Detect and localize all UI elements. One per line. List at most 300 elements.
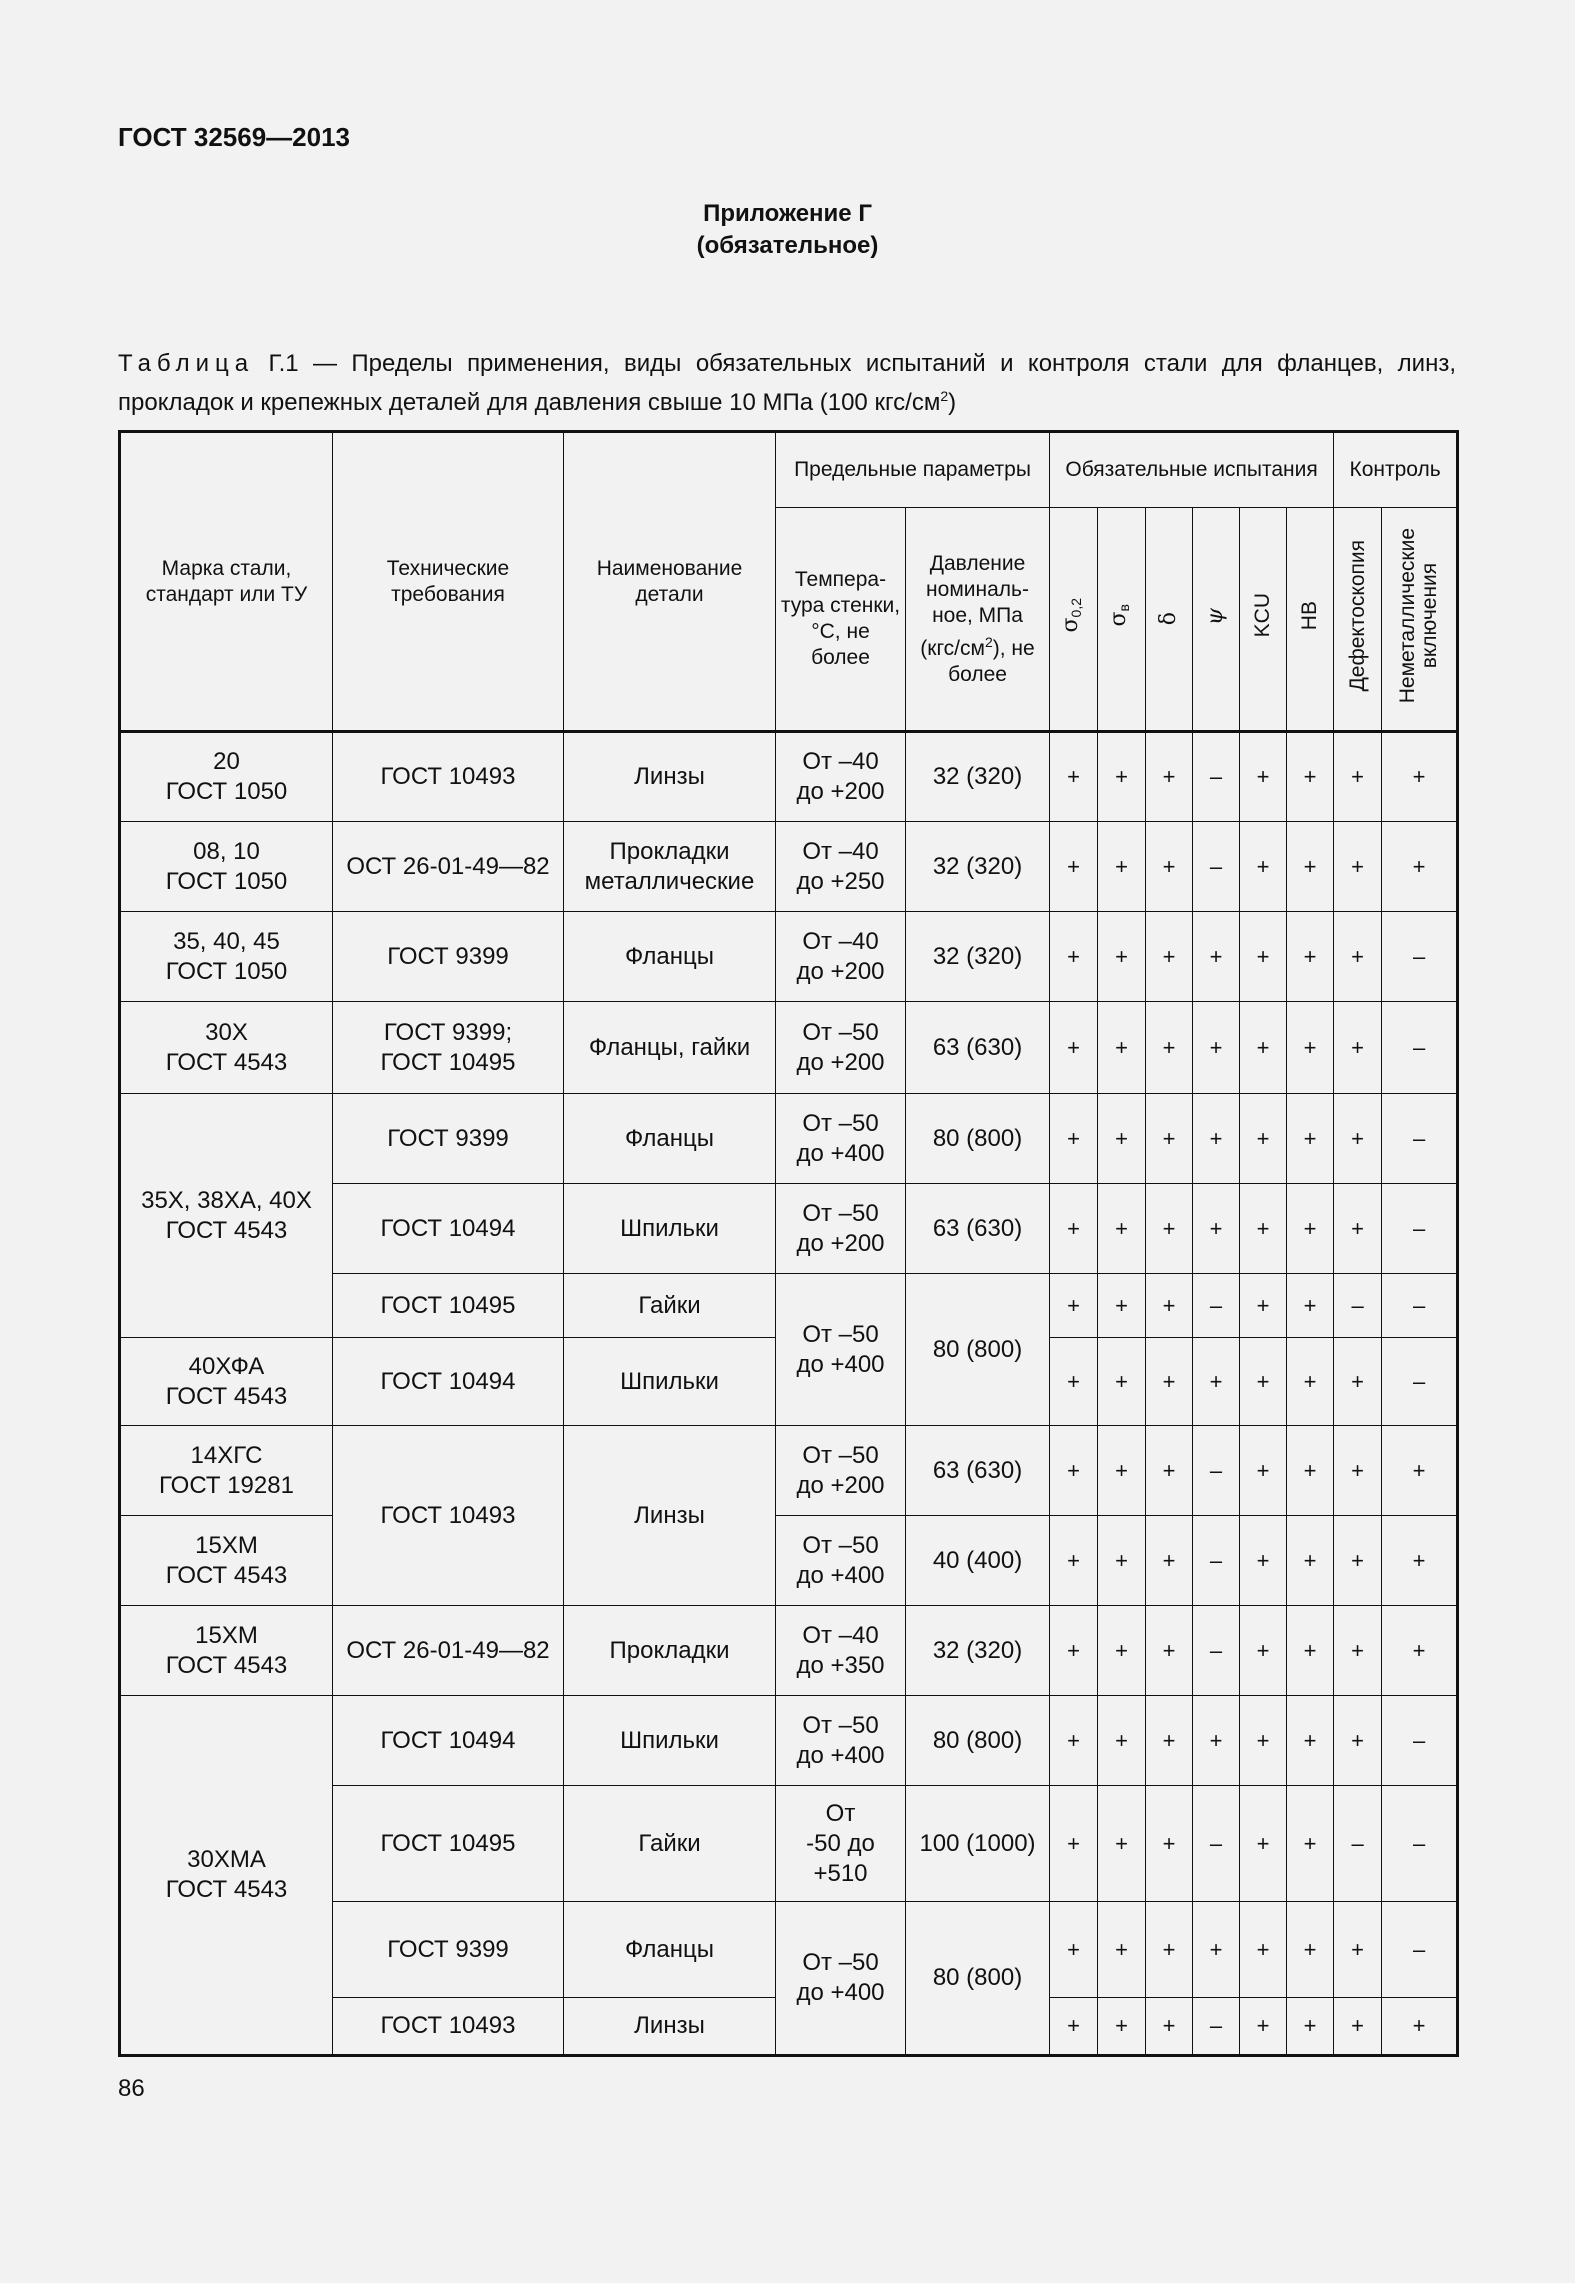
steel-grade-cell-line: ГОСТ 1050: [165, 778, 288, 805]
table-row: [120, 1094, 1458, 1184]
part-name-cell-line: Гайки: [638, 1291, 701, 1319]
steel-grade-cell-line: 40ХФА: [188, 1352, 265, 1380]
temperature-cell-line: до +250: [796, 867, 885, 895]
tech-req-cell: [333, 732, 564, 822]
inclusions-label-2: включения: [1418, 562, 1442, 669]
test-mark-cell: +: [1287, 1786, 1334, 1902]
tech-req-cell: [333, 1998, 564, 2056]
temperature-cell-line: до +200: [796, 1471, 885, 1499]
steel-grade-cell-line: ГОСТ 1050: [165, 957, 288, 985]
tech-req-cell-line: ГОСТ 9399: [387, 1124, 509, 1152]
tech-req-cell: [333, 1426, 564, 1606]
test-mark-cell: +: [1146, 1426, 1193, 1516]
test-mark-cell: +: [1240, 912, 1287, 1002]
temperature-cell-line: От –40: [802, 927, 879, 955]
control-mark-cell: +: [1334, 1094, 1382, 1184]
part-name-cell-line: Линзы: [634, 1501, 705, 1529]
temperature-cell-line: От –50: [802, 1199, 879, 1227]
steel-grade-cell-line: ГОСТ 4543: [165, 1561, 288, 1589]
test-mark-cell: +: [1050, 1902, 1098, 1998]
steel-grade-cell: [120, 1094, 333, 1338]
pressure-cell: 40 (400): [906, 1516, 1050, 1606]
tech-req-cell-line: ГОСТ 9399;: [383, 1018, 513, 1046]
test-mark-cell: +: [1287, 1606, 1334, 1696]
test-mark-cell: +: [1098, 1426, 1146, 1516]
header-control: Контроль: [1334, 432, 1458, 508]
part-name-cell: [564, 822, 776, 912]
test-mark-cell: +: [1193, 1002, 1240, 1094]
tech-req-cell-line: ГОСТ 9399: [387, 942, 509, 970]
temperature-cell-line: до +400: [796, 1979, 885, 2006]
test-mark-cell: –: [1193, 1274, 1240, 1338]
test-mark-cell: +: [1240, 1998, 1287, 2056]
steel-grade-cell-line: ГОСТ 1050: [165, 867, 288, 895]
table-row: [120, 822, 1458, 912]
part-name-cell-line: Фланцы, гайки: [588, 1033, 751, 1061]
temperature-cell-line: От –50: [802, 1018, 879, 1046]
test-mark-cell: +: [1193, 1696, 1240, 1786]
test-mark-cell: +: [1146, 1338, 1193, 1426]
test-mark-cell: +: [1098, 1606, 1146, 1696]
steel-grade-cell-line: 35, 40, 45: [173, 927, 280, 955]
tech-req-cell-line: ГОСТ 10495: [380, 1291, 516, 1319]
table-row: [120, 1002, 1458, 1094]
pressure-cell: 32 (320): [906, 822, 1050, 912]
sigma02-sub: 0,2: [1068, 598, 1085, 618]
test-mark-cell: –: [1193, 1786, 1240, 1902]
test-mark-cell: +: [1287, 1516, 1334, 1606]
steel-grade-cell-line: 30ХМА: [187, 1846, 266, 1873]
table-row: [120, 1516, 1458, 1606]
temperature-cell: [776, 1002, 906, 1094]
test-mark-cell: +: [1050, 1696, 1098, 1786]
test-mark-cell: +: [1193, 1338, 1240, 1426]
tech-req-cell-line: ГОСТ 10493: [380, 2012, 516, 2039]
pressure-cell: 80 (800): [906, 1902, 1050, 2056]
tech-req-cell-line: ГОСТ 10495: [380, 1048, 516, 1076]
control-mark-cell: +: [1334, 1516, 1382, 1606]
tech-req-cell-line: ГОСТ 10494: [380, 1726, 516, 1754]
test-mark-cell: +: [1146, 1274, 1193, 1338]
temperature-cell-line: +510: [813, 1859, 868, 1887]
tech-req-cell-line: ГОСТ 10493: [380, 763, 516, 790]
temperature-cell: [776, 1902, 906, 2056]
part-name-cell: [564, 1696, 776, 1786]
temperature-cell: [776, 1606, 906, 1696]
header-pressure: [906, 508, 1050, 732]
steel-grade-cell: [120, 732, 333, 822]
temperature-cell: [776, 1274, 906, 1426]
control-mark-cell: +: [1382, 822, 1458, 912]
steel-grade-cell: [120, 1338, 333, 1426]
test-mark-cell: +: [1098, 732, 1146, 822]
header-test-hb: [1287, 508, 1334, 732]
header-test-sigmav: [1098, 508, 1146, 732]
test-mark-cell: +: [1287, 1002, 1334, 1094]
test-mark-cell: +: [1146, 1902, 1193, 1998]
pressure-cell: 63 (630): [906, 1184, 1050, 1274]
tech-req-cell: [333, 1184, 564, 1274]
temperature-cell-line: до +350: [796, 1651, 885, 1679]
test-mark-cell: +: [1098, 1696, 1146, 1786]
pressure-cell: 80 (800): [906, 1696, 1050, 1786]
table-caption: [118, 348, 1456, 419]
temperature-cell-line: От –50: [802, 1441, 879, 1469]
header-test-psi: [1193, 508, 1240, 732]
table-row: [120, 1696, 1458, 1786]
temperature-cell: [776, 1094, 906, 1184]
temperature-cell-line: От –50: [802, 1320, 879, 1348]
test-mark-cell: +: [1050, 1338, 1098, 1426]
inclusions-label: [1397, 528, 1441, 703]
temperature-cell-line: до +200: [796, 957, 885, 985]
test-mark-cell: +: [1050, 1516, 1098, 1606]
part-name-cell: [564, 1606, 776, 1696]
control-mark-cell: –: [1382, 1696, 1458, 1786]
table-row: [120, 1426, 1458, 1516]
test-mark-cell: +: [1240, 732, 1287, 822]
test-mark-cell: +: [1240, 1184, 1287, 1274]
test-mark-cell: +: [1240, 1338, 1287, 1426]
test-mark-cell: +: [1050, 822, 1098, 912]
temperature-cell-line: -50 до: [806, 1829, 875, 1857]
control-mark-cell: –: [1382, 1094, 1458, 1184]
tech-req-cell: [333, 912, 564, 1002]
control-mark-cell: –: [1382, 1902, 1458, 1998]
part-name-cell-line: Фланцы: [624, 1124, 715, 1152]
header-temp: Темпера-тура стенки, °С, не более: [776, 508, 906, 732]
test-mark-cell: +: [1098, 1184, 1146, 1274]
test-mark-cell: +: [1287, 1274, 1334, 1338]
header-test-kcu: [1240, 508, 1287, 732]
test-mark-cell: +: [1287, 1696, 1334, 1786]
steel-grade-cell-line: ГОСТ 19281: [159, 1471, 294, 1499]
part-name-cell: [564, 1426, 776, 1606]
tech-req-cell: [333, 1338, 564, 1426]
header-tech: Технические требования: [333, 432, 564, 732]
pressure-cell: 32 (320): [906, 1606, 1050, 1696]
test-mark-cell: +: [1193, 1184, 1240, 1274]
test-mark-cell: +: [1287, 822, 1334, 912]
control-mark-cell: –: [1382, 1274, 1458, 1338]
test-mark-cell: +: [1050, 1184, 1098, 1274]
header-limits: Предельные параметры: [776, 432, 1050, 508]
test-mark-cell: +: [1240, 1902, 1287, 1998]
temperature-cell-line: От –40: [802, 837, 879, 865]
control-mark-cell: +: [1382, 1426, 1458, 1516]
control-mark-cell: –: [1382, 1786, 1458, 1902]
tech-req-cell-line: ГОСТ 9399: [387, 1935, 509, 1963]
control-mark-cell: +: [1334, 912, 1382, 1002]
header-pressure-a: Давление номиналь-ное, МПа (кгс/см: [920, 551, 1029, 660]
temperature-cell-line: до +400: [796, 1139, 885, 1167]
control-mark-cell: +: [1382, 1516, 1458, 1606]
temperature-cell: [776, 1184, 906, 1274]
test-mark-cell: +: [1287, 1338, 1334, 1426]
test-mark-cell: –: [1193, 1426, 1240, 1516]
temperature-cell-line: От –50: [802, 1531, 879, 1559]
pressure-cell: 32 (320): [906, 912, 1050, 1002]
test-mark-cell: +: [1050, 1606, 1098, 1696]
test-mark-cell: +: [1098, 1002, 1146, 1094]
control-mark-cell: –: [1382, 1184, 1458, 1274]
steel-grade-cell: [120, 1606, 333, 1696]
kcu-label: KCU: [1251, 593, 1275, 638]
table-row: [120, 1606, 1458, 1696]
part-name-cell-line: Прокладки: [609, 1636, 730, 1664]
part-name-cell: [564, 1184, 776, 1274]
tech-req-cell-line: ГОСТ 10495: [380, 1829, 516, 1857]
part-name-cell: [564, 1786, 776, 1902]
document-code: ГОСТ 32569—2013: [118, 122, 350, 152]
test-mark-cell: +: [1287, 1998, 1334, 2056]
test-mark-cell: +: [1193, 912, 1240, 1002]
tech-req-cell-line: ОСТ 26-01-49—82: [346, 852, 550, 880]
header-control-flaw: [1334, 508, 1382, 732]
test-mark-cell: –: [1193, 1998, 1240, 2056]
caption-text: Г.1 — Пределы применения, виды обязательных испытаний и контроля стали для фланцев, линз, прокладок и крепежных деталей для давления свыше 10 МПа (100 кгс/см: [118, 350, 1456, 416]
tech-req-cell: [333, 1606, 564, 1696]
part-name-cell-line: Линзы: [634, 2012, 705, 2039]
test-mark-cell: +: [1050, 1274, 1098, 1338]
test-mark-cell: +: [1050, 732, 1098, 822]
test-mark-cell: +: [1098, 1274, 1146, 1338]
tech-req-cell-line: ГОСТ 10494: [380, 1367, 516, 1395]
test-mark-cell: +: [1146, 912, 1193, 1002]
control-mark-cell: +: [1382, 1606, 1458, 1696]
test-mark-cell: –: [1193, 1606, 1240, 1696]
control-mark-cell: +: [1334, 1184, 1382, 1274]
test-mark-cell: +: [1240, 1094, 1287, 1184]
steel-grade-cell: [120, 822, 333, 912]
control-mark-cell: +: [1382, 1998, 1458, 2056]
test-mark-cell: +: [1287, 732, 1334, 822]
control-mark-cell: +: [1334, 1902, 1382, 1998]
temperature-cell-line: до +400: [796, 1350, 885, 1378]
steel-grade-cell: [120, 1002, 333, 1094]
test-mark-cell: +: [1146, 1094, 1193, 1184]
steel-grade-cell-line: ГОСТ 4543: [165, 1876, 288, 1903]
pressure-cell: 100 (1000): [906, 1786, 1050, 1902]
temperature-cell-line: От –40: [802, 1621, 879, 1649]
steel-grade-cell-line: 35Х, 38ХА, 40Х: [141, 1186, 312, 1214]
test-mark-cell: +: [1287, 912, 1334, 1002]
part-name-cell: [564, 1338, 776, 1426]
control-mark-cell: –: [1382, 1002, 1458, 1094]
table-row: [120, 912, 1458, 1002]
test-mark-cell: +: [1098, 1516, 1146, 1606]
control-mark-cell: +: [1334, 1998, 1382, 2056]
steel-grade-cell: [120, 1696, 333, 2056]
temperature-cell-line: до +200: [796, 1229, 885, 1257]
test-mark-cell: +: [1098, 1094, 1146, 1184]
control-mark-cell: –: [1382, 912, 1458, 1002]
steel-grade-cell: [120, 1516, 333, 1606]
tech-req-cell: [333, 1696, 564, 1786]
pressure-cell: 80 (800): [906, 1274, 1050, 1426]
test-mark-cell: –: [1193, 822, 1240, 912]
steel-grade-cell-line: 08, 10: [193, 837, 260, 865]
test-mark-cell: +: [1146, 1998, 1193, 2056]
test-mark-cell: +: [1287, 1426, 1334, 1516]
tech-req-cell-line: ОСТ 26-01-49—82: [346, 1636, 550, 1664]
control-mark-cell: +: [1334, 822, 1382, 912]
test-mark-cell: +: [1098, 912, 1146, 1002]
test-mark-cell: –: [1193, 1516, 1240, 1606]
part-name-cell-line: Шпильки: [620, 1367, 719, 1395]
temperature-cell: [776, 1516, 906, 1606]
steel-grade-cell-line: 15ХМ: [195, 1621, 258, 1649]
caption-sup: 2: [940, 388, 949, 404]
sigma02-symbol: σ: [1057, 617, 1083, 633]
test-mark-cell: +: [1050, 1094, 1098, 1184]
pressure-cell: 32 (320): [906, 732, 1050, 822]
test-mark-cell: +: [1146, 1516, 1193, 1606]
part-name-cell: [564, 1094, 776, 1184]
sigmav-symbol: σ: [1105, 611, 1131, 627]
steel-grade-cell-line: ГОСТ 4543: [165, 1216, 288, 1244]
control-mark-cell: +: [1382, 732, 1458, 822]
tech-req-cell: [333, 1094, 564, 1184]
test-mark-cell: +: [1146, 1606, 1193, 1696]
steel-grade-cell: [120, 1426, 333, 1516]
test-mark-cell: +: [1146, 822, 1193, 912]
header-control-inclusions: [1382, 508, 1458, 732]
header-steel: Марка стали, стандарт или ТУ: [120, 432, 333, 732]
control-mark-cell: –: [1334, 1274, 1382, 1338]
part-name-cell-line: Линзы: [634, 763, 705, 790]
table-row: [120, 732, 1458, 822]
part-name-cell-line: Шпильки: [620, 1726, 719, 1754]
control-mark-cell: +: [1334, 732, 1382, 822]
part-name-cell-line: металлические: [584, 867, 755, 895]
test-mark-cell: +: [1240, 1426, 1287, 1516]
header-test-delta: [1146, 508, 1193, 732]
control-mark-cell: +: [1334, 1696, 1382, 1786]
test-mark-cell: +: [1287, 1094, 1334, 1184]
header-part: Наименование детали: [564, 432, 776, 732]
steel-grade-cell-line: 15ХМ: [195, 1531, 258, 1559]
steel-grade-cell-line: 20: [213, 748, 240, 775]
header-test-sigma02: [1050, 508, 1098, 732]
test-mark-cell: +: [1098, 1338, 1146, 1426]
test-mark-cell: +: [1240, 1002, 1287, 1094]
part-name-cell: [564, 732, 776, 822]
caption-end: ): [948, 389, 957, 416]
temperature-cell-line: до +400: [796, 1561, 885, 1589]
steel-grade-cell-line: ГОСТ 4543: [165, 1382, 288, 1410]
temperature-cell-line: От –50: [802, 1949, 879, 1976]
temperature-cell-line: От –50: [802, 1109, 879, 1137]
test-mark-cell: +: [1146, 1786, 1193, 1902]
test-mark-cell: +: [1146, 1184, 1193, 1274]
test-mark-cell: +: [1146, 1002, 1193, 1094]
appendix-heading: [0, 198, 1575, 262]
part-name-cell: [564, 1902, 776, 1998]
tech-req-cell-line: ГОСТ 10493: [380, 1501, 516, 1529]
steel-grade-cell: [120, 912, 333, 1002]
control-mark-cell: –: [1382, 1338, 1458, 1426]
steel-grade-cell-line: ГОСТ 4543: [165, 1048, 288, 1076]
pressure-cell: 63 (630): [906, 1002, 1050, 1094]
part-name-cell-line: Шпильки: [620, 1214, 719, 1242]
temperature-cell-line: до +200: [796, 778, 885, 805]
appendix-subtitle: (обязательное): [696, 232, 879, 259]
temperature-cell: [776, 912, 906, 1002]
test-mark-cell: +: [1098, 822, 1146, 912]
caption-label: Таблица: [118, 350, 255, 377]
test-mark-cell: +: [1050, 1426, 1098, 1516]
steel-grade-cell-line: ГОСТ 4543: [165, 1651, 288, 1679]
inclusions-label-1: Неметаллические: [1396, 527, 1420, 704]
part-name-cell: [564, 912, 776, 1002]
temperature-cell-line: От: [825, 1799, 856, 1827]
pressure-cell: 80 (800): [906, 1094, 1050, 1184]
control-mark-cell: +: [1334, 1338, 1382, 1426]
temperature-cell: [776, 1696, 906, 1786]
part-name-cell: [564, 1274, 776, 1338]
test-mark-cell: +: [1193, 1902, 1240, 1998]
test-mark-cell: +: [1050, 1786, 1098, 1902]
temperature-cell: [776, 822, 906, 912]
temperature-cell: [776, 1426, 906, 1516]
temperature-cell-line: до +400: [796, 1741, 885, 1769]
part-name-cell: [564, 1002, 776, 1094]
tech-req-cell: [333, 1902, 564, 1998]
temperature-cell-line: От –40: [802, 748, 879, 775]
psi-symbol: ψ: [1203, 607, 1229, 625]
control-mark-cell: –: [1334, 1786, 1382, 1902]
test-mark-cell: –: [1193, 732, 1240, 822]
test-mark-cell: +: [1050, 1002, 1098, 1094]
temperature-cell-line: до +200: [796, 1048, 885, 1076]
part-name-cell-line: Прокладки: [609, 837, 730, 865]
test-mark-cell: +: [1193, 1094, 1240, 1184]
part-name-cell: [564, 1998, 776, 2056]
appendix-title: Приложение Г: [703, 200, 872, 227]
tech-req-cell: [333, 1786, 564, 1902]
page-number: 86: [118, 2075, 145, 2102]
temperature-cell: [776, 1786, 906, 1902]
pressure-cell: 63 (630): [906, 1426, 1050, 1516]
part-name-cell-line: Фланцы: [624, 1935, 715, 1963]
test-mark-cell: +: [1240, 1274, 1287, 1338]
flaw-label: Дефектоскопия: [1345, 539, 1369, 692]
temperature-cell: [776, 732, 906, 822]
test-mark-cell: +: [1240, 822, 1287, 912]
tech-req-cell: [333, 1274, 564, 1338]
test-mark-cell: +: [1146, 732, 1193, 822]
test-mark-cell: +: [1098, 1902, 1146, 1998]
test-mark-cell: +: [1287, 1184, 1334, 1274]
tech-req-cell-line: ГОСТ 10494: [380, 1214, 516, 1242]
steel-grade-cell-line: 30Х: [205, 1018, 248, 1046]
tech-req-cell: [333, 822, 564, 912]
test-mark-cell: +: [1098, 1998, 1146, 2056]
hb-label: HB: [1298, 600, 1322, 631]
test-mark-cell: +: [1240, 1786, 1287, 1902]
tech-req-cell: [333, 1002, 564, 1094]
test-mark-cell: +: [1050, 912, 1098, 1002]
test-mark-cell: +: [1240, 1696, 1287, 1786]
test-mark-cell: +: [1240, 1516, 1287, 1606]
control-mark-cell: +: [1334, 1426, 1382, 1516]
steel-grade-cell-line: 14ХГС: [190, 1441, 263, 1469]
test-mark-cell: +: [1146, 1696, 1193, 1786]
header-pressure-b: ), не более: [948, 636, 1035, 686]
delta-symbol: δ: [1156, 611, 1182, 625]
sigmav-sub: в: [1116, 604, 1133, 612]
